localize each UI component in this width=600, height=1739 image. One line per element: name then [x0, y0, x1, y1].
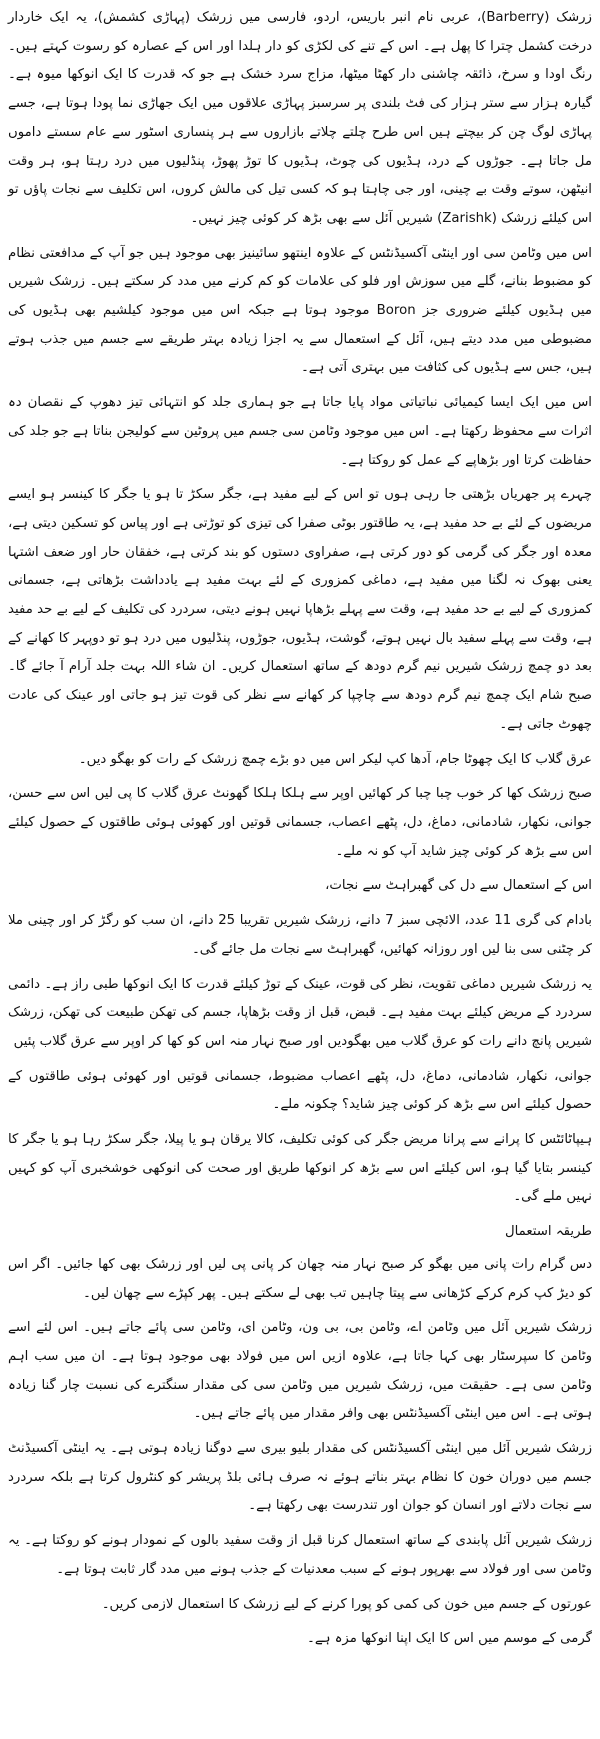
article-paragraph: عورتوں کے جسم میں خون کی کمی کو پورا کرنے کے لیے زرشک کا استعمال لازمی کریں۔ — [101, 1596, 592, 1612]
article-paragraph: زرشک شیریں آئل پابندی کے ساتھ استعمال کرنا قبل از وقت سفید بالوں کے نمودار ہونے کو روکتا ہے۔ یہ وٹامن سی اور فولاد سے بھرپور ہونے کے سبب معدنیات کے جذب ہونے میں مدد گار ثابت ہوتا ہے۔ — [8, 1533, 592, 1577]
article-paragraph: جوانی، نکھار، شادمانی، دماغ، دل، پٹھے اعصاب مضبوط، جسمانی قوتیں اور کھوئی ہوئی طاقتوں کے حصول کیلئے اس سے بڑھ کر کوئی چیز شاید؟ چکونہ ملے۔ — [8, 1068, 592, 1113]
article-paragraph: اس میں ایک ایسا کیمیائی نباتیاتی مواد پایا جاتا ہے جو ہماری جلد کو انتہائی تیز دھوپ کے نقصان دہ اثرات سے محفوظ رکھتا ہے۔ اس میں موجود وٹامن سی جسم میں پروٹین سے کولیجن بناتا ہے جو جلد کی حفاظت کرتا اور بڑھاپے کے عمل کو روکتا ہے۔ — [8, 395, 592, 468]
article-paragraph: زرشک شیریں آئل میں وٹامن اے، وٹامن بی، بی ون، وٹامن ای، وٹامن سی پائے جاتے ہیں۔ اس لئے اسے وٹامن کا سپرسٹار بھی کہا جاتا ہے، علاوہ ازیں اس میں فولاد بھی موجود ہوتا ہے۔ ان میں سب اہم وٹامن سی ہے۔ حقیقت میں، زرشک شیریں میں وٹامن سی کی مقدار سنگترے کی نسبت چار گنا زیادہ ہوتی ہے۔ اس میں اینٹی آکسیڈنٹس بھی وافر مقدار میں پائے جاتے ہیں۔ — [8, 1320, 592, 1422]
article-paragraph: یہ زرشک شیریں دماغی تقویت، نظر کی قوت، عینک کے توڑ کیلئے قدرت کا ایک انوکھا طبی راز ہے۔ دائمی سردرد کے مریض کیلئے بہت مفید ہے۔ قبض، قبل از وقت بڑھاپا، جسم کی تھکن طبیعت کی تھکن، زرشک شیریں پانچ دانے رات کو عرق گلاب میں بھگودیں اور صبح نہار منہ اس کو کھا کر اوپر سے عرق گلاب پئیں — [8, 976, 592, 1049]
article-paragraph: ہیپاٹائٹس کا پرانے سے پرانا مریض جگر کی کوئی تکلیف، کالا یرقان ہو یا پیلا، جگر سکڑ رہا ہو یا جگر کا کینسر بتایا گیا ہو، اس کیلئے اس سے بڑھ کر انوکھا طریق اور صحت کی انوکھی خوشخبری آپ کو کہیں نہیں ملے گی۔ — [8, 1132, 592, 1205]
article-paragraph: بادام کی گری 11 عدد، الائچی سبز 7 دانے، زرشک شیریں تقریبا 25 دانے، ان سب کو رگڑ کر اور چینی ملا کر چٹنی سی بنا لیں اور روزانہ کھائیں، گھبراہٹ سے نجات مل جائے گی۔ — [8, 913, 592, 957]
article-paragraph: چہرے پر جھریاں بڑھتی جا رہی ہوں تو اس کے لیے مفید ہے، جگر سکڑ تا ہو یا جگر کا کینسر ہو ایسے مریضوں کے لئے بے حد مفید ہے، یہ طاقتور بوٹی صفرا کی تیزی کو توڑتی ہے اور پیاس کو تسکین دیتی ہے، معدہ اور جگر کی گرمی کو دور کرتی ہے، صفراوی دستوں کو بند کرتی ہے، خفقان حار اور ضعف اشتہا یعنی بھوک نہ لگنا میں مفید ہے، دماغی کمزوری کے لئے بہت مفید ہے یادداشت بڑھاتی ہے، جسمانی کمزوری کے لیے بے حد مفید ہے، وقت سے پہلے بڑھاپا نہیں ہونے دیتی، سردرد کی تکلیف کے لیے بے حد مفید ہے، وقت سے پہلے سفید بال نہیں ہوتے، گوشت، ہڈیوں، جوڑوں، پنڈلیوں میں درد ہو تو دوپہر کا کھانے کے بعد دو چمچ زرشک شیریں نیم گرم دودھ کے ساتھ استعمال کریں۔ ان شاء اللہ بہت جلد آرام آ جائے گا۔ صبح شام ایک چمچ نیم گرم دودھ سے چاچپا کر کھانے سے نظر کی قوت تیز ہو جاتی اور عینک کی عادت چھوٹ جاتی ہے۔ — [8, 487, 592, 732]
article-paragraph: دس گرام رات پانی میں بھگو کر صبح نہار منہ چھان کر پانی پی لیں اور زرشک بھی کھا جائیں۔ اگر اس کو دیڑ کپ کرم کرکے کڑھانی سے پیتا چاہیں تب بھی لے سکتے ہیں۔ پھر کپڑے سے چھان لیں۔ — [8, 1256, 592, 1301]
article-paragraph: زرشک (Barberry)، عربی نام انبر باریس، اردو، فارسی میں زرشک (پہاڑی کشمش)، یہ ایک خاردار درخت کشمل چترا کا پھل ہے۔ اس کے تنے کی لکڑی کو دار ہلدا اور اس کے عصارہ کو رسوت کہتے ہیں۔ رنگ اودا و سرخ، ذائقہ چاشنی دار کھٹا میٹھا، مزاج سرد خشک ہے جو کہ قدرت کا ایک انوکھا میوہ ہے۔ گیارہ ہزار سے ستر ہزار کی فٹ بلندی پر سرسبز پہاڑی علاقوں میں ایک جھاڑی نما پودا ہوتا ہے، جسے پہاڑی لوگ چن کر بیچتے ہیں اس طرح چلتے چلاتے بازاروں سے ہر پنساری اسٹور سے عام سستے داموں مل جاتا ہے۔ جوڑوں کے درد، ہڈیوں کی چوٹ، ہڈیوں کا توڑ پھوڑ، پنڈلیوں میں درد رہتا ہو، ہر وقت انیٹھن، سوتے وقت بے چینی، اور جی چاہتا ہو کہ کسی تیل کی مالش کروں، اس تکلیف سے نجات پاؤں تو اس کیلئے زرشک (Zarishk) شیریں آئل سے بھی بڑھ کر کوئی چیز نہیں۔ — [8, 10, 592, 226]
article-paragraph: اس میں وٹامن سی اور اینٹی آکسیڈنٹس کے علاوہ اینتھو سائینیز بھی موجود ہیں جو آپ کے مدافعتی نظام کو مضبوط بنانے، گلے میں سوزش اور فلو کی علامات کو کم کرنے میں مدد کر سکتے ہیں۔ زرشک شیریں میں ہڈیوں کیلئے ضروری جز Boron موجود ہوتا ہے جبکہ اس میں موجود کیلشیم بھی ہڈیوں کی مضبوطی میں مدد دیتے ہیں، آئل کے استعمال سے یہ اجزا زیادہ بہتر طریقے سے جسم میں جذب ہوتے ہیں، جس سے ہڈیوں کی کثافت میں بہتری آتی ہے۔ — [8, 245, 592, 376]
article-paragraph: گرمی کے موسم میں اس کا ایک اپنا انوکھا مزہ ہے۔ — [307, 1631, 592, 1647]
article-paragraph: عرق گلاب کا ایک چھوٹا جام، آدھا کپ لیکر اس میں دو بڑے چمچ زرشک کے رات کو بھگو دیں۔ — [78, 751, 592, 767]
article-paragraph: صبح زرشک کھا کر خوب چبا چبا کر کھائیں اوپر سے ہلکا ہلکا گھونٹ عرق گلاب کا پی لیں اس سے حسن، جوانی، نکھار، شادمانی، دماغ، دل، پٹھے اعصاب، جسمانی قوتیں اور کھوئی ہوئی طاقتوں کے حصول کیلئے اس سے بڑھ کر کوئی چیز شاید آپ کو نہ ملے۔ — [8, 786, 592, 859]
section-heading: طریقہ استعمال — [504, 1224, 592, 1240]
article-paragraph: زرشک شیریں آئل میں اینٹی آکسیڈنٹس کی مقدار بلیو بیری سے دوگنا زیادہ ہوتی ہے۔ یہ اینٹی آکسیڈنٹ جسم میں دوران خون کا نظام بہتر بناتے ہوئے نہ صرف ہائی بلڈ پریشر کو کنٹرول کرتا ہے بلکہ سردرد سے نجات دلاتے اور انسان کو جوان اور تندرست بھی رکھتا ہے۔ — [8, 1441, 592, 1514]
article-paragraph: اس کے استعمال سے دل کی گھبراہٹ سے نجات، — [325, 878, 592, 894]
